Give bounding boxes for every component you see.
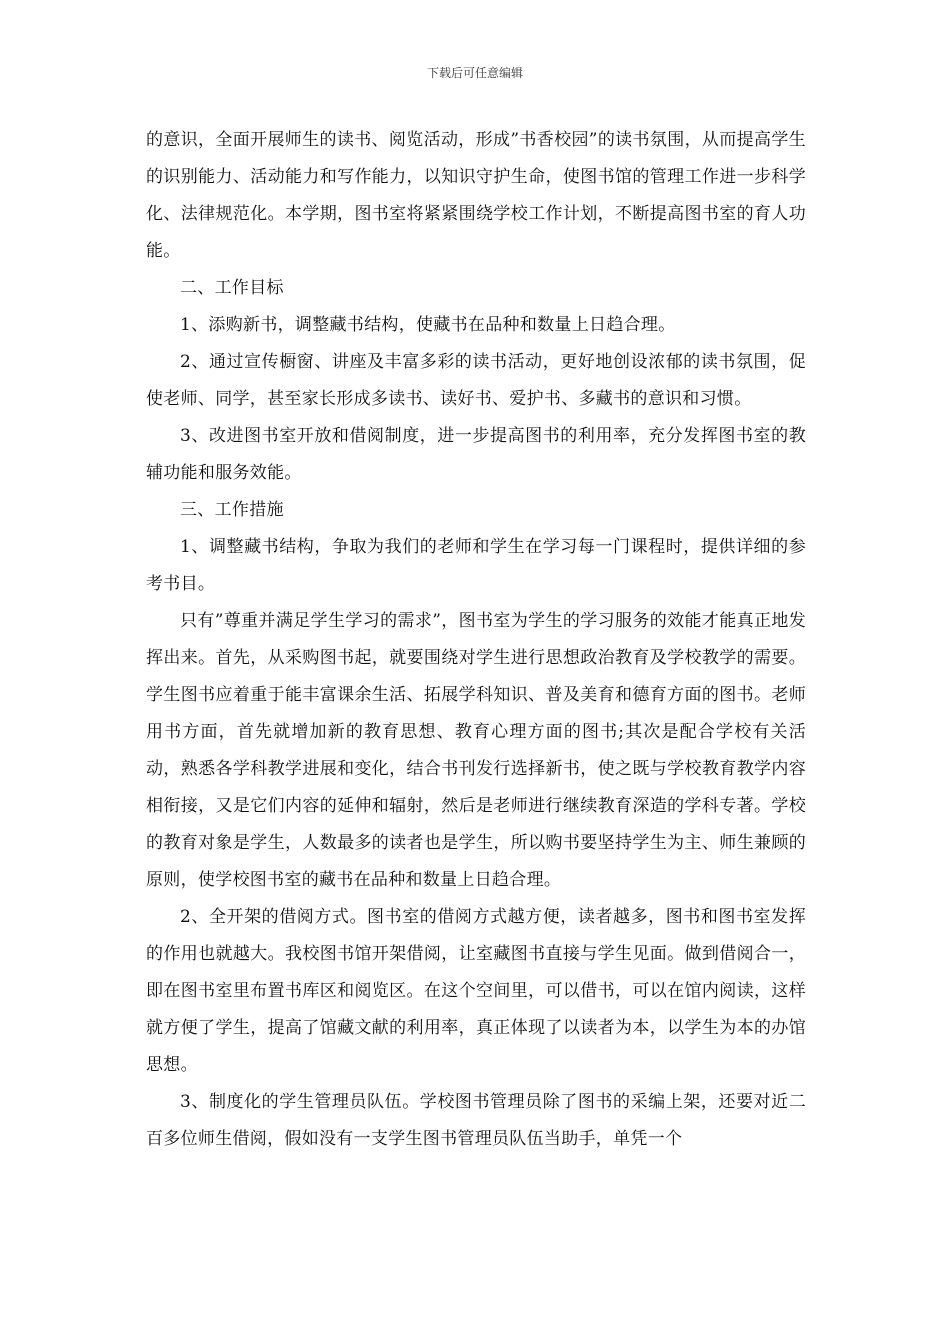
paragraph-measure-1-detail: 只有”尊重并满足学生学习的需求”，图书室为学生的学习服务的效能才能真正地发挥出来。首先，从采购图书起，就要围绕对学生进行思想政治教育及学校教学的需要。学生图书应着重于能丰富课余生活、拓展学科知识、普及美育和德育方面的图书。老师用书方面，首先就增加新的教育思想、教育心理方面的图书;其次是配合学校有关活动，熟悉各学科教学进展和变化，结合书刊发行选择新书，使之既与学校教育教学内容相衔接，又是它们内容的延伸和辐射，然后是老师进行继续教育深造的学科专著。学校的教育对象是学生，人数最多的读者也是学生，所以购书要坚持学生为主、师生兼顾的原则，使学校图书室的藏书在品种和数量上日趋合理。 xyxy=(146,611,806,890)
paragraph-intro-continued: 的意识，全面开展师生的读书、阅览活动，形成”书香校园”的读书氛围，从而提高学生的识别能力、活动能力和写作能力，以知识守护生命，使图书馆的管理工作进一步科学化、法律规范化。本学期，图书室将紧紧围绕学校工作计划，不断提高图书室的育人功能。 xyxy=(146,130,806,261)
section-heading-goals: 二、工作目标 xyxy=(180,278,284,298)
paragraph-goal-1: 1、添购新书，调整藏书结构，使藏书在品种和数量上日趋合理。 xyxy=(180,315,676,335)
paragraph-measure-2: 2、全开架的借阅方式。图书室的借阅方式越方便，读者越多，图书和图书室发挥的作用也就越大。我校图书馆开架借阅，让室藏图书直接与学生见面。做到借阅合一，即在图书室里布置书库区和阅览区。在这个空间里，可以借书，可以在馆内阅读，这样就方便了学生，提高了馆藏文献的利用率，真正体现了以读者为本，以学生为本的办馆思想。 xyxy=(146,907,806,1075)
page-header-note: 下载后可任意编辑 xyxy=(426,66,523,80)
document-body xyxy=(146,122,806,1158)
paragraph-measure-1: 1、调整藏书结构，争取为我们的老师和学生在学习每一门课程时，提供详细的参考书目。 xyxy=(146,537,806,594)
section-heading-measures: 三、工作措施 xyxy=(180,500,284,520)
paragraph-goal-2: 2、通过宣传橱窗、讲座及丰富多彩的读书活动，更好地创设浓郁的读书氛围，促使老师、同学，甚至家长形成多读书、读好书、爱护书、多藏书的意识和习惯。 xyxy=(146,352,806,409)
paragraph-measure-3: 3、制度化的学生管理员队伍。学校图书管理员除了图书的采编上架，还要对近二百多位师生借阅，假如没有一支学生图书管理员队伍当助手，单凭一个 xyxy=(146,1092,806,1149)
paragraph-goal-3: 3、改进图书室开放和借阅制度，进一步提高图书的利用率，充分发挥图书室的教辅功能和服务效能。 xyxy=(146,426,806,483)
